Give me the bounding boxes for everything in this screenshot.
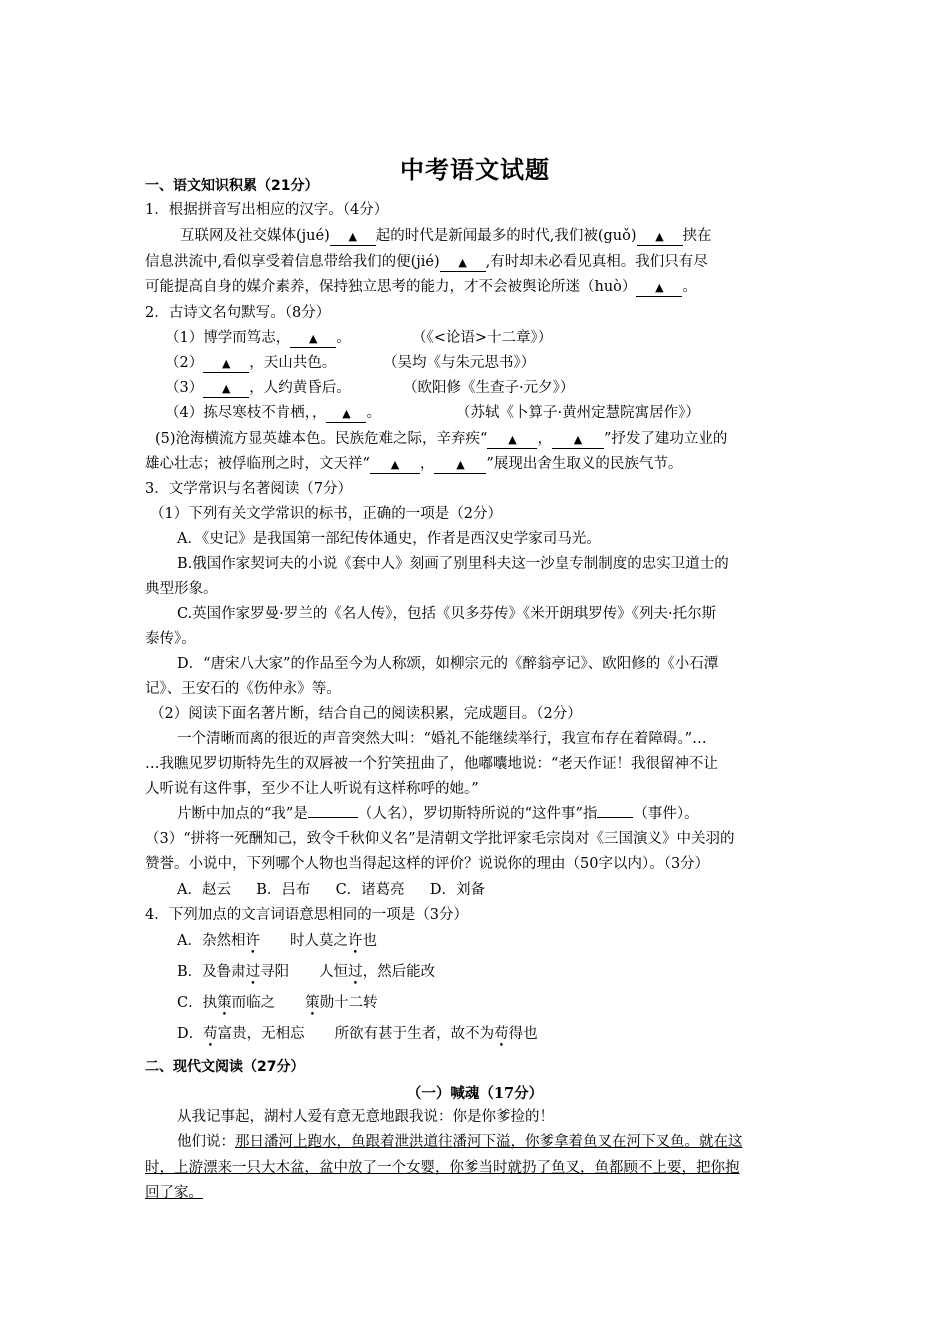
q3-option-b-line-1: B.俄国作家契诃夫的小说《套中人》刻画了别里科夫这一沙皇专制制度的忠实卫道士的 [177, 556, 729, 572]
q3-option-c-line-2: 泰传》。 [145, 631, 196, 647]
option-d: D．刘备 [429, 882, 486, 898]
reading-line-3: 时，上游漂来一只大木盆，盆中放了一个女婴，你爹当时就扔了鱼叉，鱼都顾不上要，把你抱 [145, 1160, 740, 1176]
q3-part-2: （2）阅读下面名著片断，结合自己的阅读积累，完成题目。（2分） [150, 706, 582, 722]
page-title: 中考语文试题 [400, 155, 550, 184]
answer-blank[interactable]: ▲ [203, 355, 249, 373]
answer-blank[interactable]: ▲ [434, 456, 486, 474]
answer-blank[interactable] [597, 817, 633, 818]
q2-source-2: （吴均《与朱元思书》） [383, 355, 536, 371]
reading-line-2: 他们说：那日潘河上跑水，鱼跟着泄洪道往潘河下溢，你爹拿着鱼叉在河下叉鱼。就在这 [177, 1134, 743, 1150]
q3-fill-line: 片断中加点的“我”是 （人名），罗切斯特所说的“这件事”指 （事件）。 [177, 806, 699, 822]
answer-blank[interactable]: ▲ [330, 228, 376, 246]
excerpt-line-2: …我瞧见罗切斯特先生的双唇被一个狞笑扭曲了，他嘟囔地说：“老天作证！我很留神不让 [145, 756, 718, 772]
answer-blank[interactable]: ▲ [370, 456, 420, 474]
q1-text-2a: 信息洪流中,看似享受着信息带给我们的便(jié) [145, 254, 440, 270]
q3-option-b-line-2: 典型形象。 [145, 581, 218, 597]
q1-line-1 [180, 226, 712, 246]
q2-item-1: （1）博学而笃志， ▲ 。 [165, 330, 351, 346]
answer-blank[interactable]: ▲ [440, 254, 486, 272]
q3-option-a: A．《史记》是我国第一部纪传体通史，作者是西汉史学家司马光。 [177, 531, 601, 547]
answer-blank[interactable]: ▲ [203, 380, 249, 398]
section-1-heading: 一、语文知识积累（21分） [145, 178, 319, 194]
answer-blank[interactable]: ▲ [636, 279, 682, 297]
q2-source-4: （苏轼《卜算子·黄州定慧院寓居作》） [456, 405, 700, 421]
q3-part-3-line-1: （3）“拼将一死酬知己，致令千秋仰义名”是清朝文学批评家毛宗岗对《三国演义》中关羽的 [145, 831, 735, 847]
option-a: A．赵云 [177, 882, 231, 898]
q2-item-5-line-1: (5)沧海横流方显英雄本色。民族危难之际，辛弃疾“ ▲ ， ▲ ”抒发了建功立业的 [155, 431, 728, 447]
q2-item-5-line-2: 雄心壮志；被俘临刑之时，文天祥“ ▲ ， ▲ ”展现出舍生取义的民族气节。 [145, 456, 683, 472]
q4-option-b: B．及鲁肃过寻阳 人恒过，然后能改 [177, 964, 436, 980]
q4-option-d: D．苟富贵，无相忘 所欲有甚于生者，故不为苟得也 [177, 1026, 538, 1042]
reading-line-1: 从我记事起，湖村人爱有意无意地跟我说：你是你爹捡的！ [177, 1109, 554, 1125]
q3-part-3-options [177, 880, 485, 900]
q3-stem: 3．文学常识与名著阅读（7分） [145, 481, 352, 497]
q1-line-3 [145, 277, 697, 297]
answer-blank[interactable]: ▲ [487, 431, 537, 449]
q2-source-3: （欧阳修《生查子·元夕》） [403, 380, 575, 396]
answer-blank[interactable]: ▲ [552, 431, 604, 449]
answer-blank[interactable]: ▲ [290, 330, 336, 348]
q1-text-1b: 起的时代是新闻最多的时代,我们被(guǒ) [375, 228, 637, 244]
q3-option-d-line-2: 记》、王安石的《伤仲永》等。 [145, 681, 341, 697]
q2-source-1: （《<论语>十二章》） [412, 330, 553, 346]
q4-stem: 4．下列加点的文言词语意思相同的一项是（3分） [145, 907, 468, 923]
q1-stem: 1．根据拼音写出相应的汉字。（4分） [145, 202, 389, 218]
q4-option-a: A．杂然相许 时人莫之许也 [177, 933, 377, 949]
q1-text-1c: 挟在 [682, 228, 712, 244]
q3-part-3-line-2: 赞誉。小说中，下列哪个人物也当得起这样的评价？说说你的理由（50字以内）。（3分） [145, 856, 710, 872]
q3-option-d-line-1: D．“唐宋八大家”的作品至今为人称颂，如柳宗元的《醉翁亭记》、欧阳修的《小石潭 [177, 656, 719, 672]
answer-blank[interactable] [308, 817, 358, 818]
q2-item-4: （4）拣尽寒枝不肯栖，， ▲ 。 [165, 405, 381, 421]
reading-line-4: 回了家。 [145, 1185, 203, 1201]
q2-item-2: （2） ▲ ，天山共色。 [165, 355, 337, 371]
option-b: B．吕布 [256, 882, 311, 898]
q2-item-3: （3） ▲ ，人约黄昏后。 [165, 380, 351, 396]
q1-line-2 [145, 252, 708, 272]
option-c: C．诸葛亮 [335, 882, 405, 898]
excerpt-line-1: 一个清晰而离的很近的声音突然大叫：“婚礼不能继续举行，我宣布存在着障碍。”… [177, 731, 707, 747]
q3-part-1: （1）下列有关文学常识的标书，正确的一项是（2分） [150, 506, 502, 522]
q3-option-c-line-1: C.英国作家罗曼·罗兰的《名人传》，包括《贝多芬传》《米开朗琪罗传》《列夫·托尔斯 [177, 606, 717, 622]
answer-blank[interactable]: ▲ [637, 228, 683, 246]
section-2-heading: 二、现代文阅读（27分） [145, 1059, 305, 1075]
q2-stem: 2．古诗文名句默写。（8分） [145, 305, 331, 321]
q1-text-1a: 互联网及社交媒体(jué) [180, 228, 330, 244]
q4-option-c: C．执策而临之 策勋十二转 [177, 995, 378, 1011]
excerpt-line-3: 人听说有这件事，至少不让人听说有这样称呼的她。” [145, 781, 479, 797]
q1-text-2b: ,有时却未必看见真相。我们只有尽 [485, 254, 708, 270]
q1-text-3a: 可能提高自身的媒介素养，保持独立思考的能力，才不会被舆论所迷（huò） [145, 279, 637, 295]
answer-blank[interactable]: ▲ [326, 405, 366, 423]
underlined-passage: 那日潘河上跑水，鱼跟着泄洪道往潘河下溢，你爹拿着鱼叉在河下叉鱼。就在这 [235, 1134, 743, 1150]
q1-text-3b: 。 [682, 279, 697, 295]
subsection-title: （一）喊魂（17分） [406, 1085, 544, 1102]
